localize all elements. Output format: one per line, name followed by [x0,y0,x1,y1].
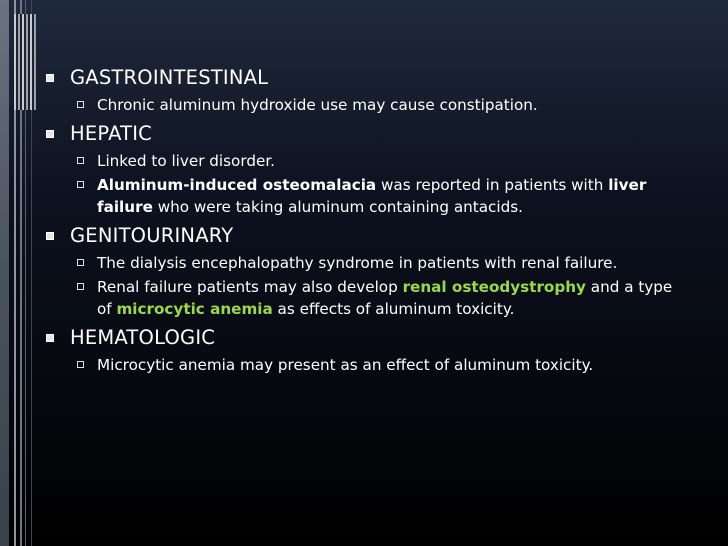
list-item-text [97,276,677,320]
list-item-text [97,94,677,116]
section-heading-row [46,120,706,148]
hollow-square-bullet-icon [77,181,84,188]
list-item [77,276,706,320]
text-run: Linked to liver disorder. [97,152,275,170]
section-heading: HEPATIC [70,122,152,145]
list-item [77,174,706,218]
hollow-square-bullet-icon [77,101,84,108]
decorative-stripe-block [14,14,36,110]
section-heading-row [46,222,706,250]
section-genitourinary [46,222,706,320]
section-heading: GASTROINTESTINAL [70,66,269,89]
text-run: Renal failure patients may also develop [97,278,403,296]
slide-content [46,64,706,380]
highlight-text-run: renal osteodystrophy [402,278,586,296]
text-run: and a type of [97,278,673,318]
list-item [77,252,706,274]
text-run: who were taking aluminum containing antacids. [152,198,523,216]
list-item [77,354,706,376]
square-bullet-icon [46,130,54,138]
highlight-text-run: microcytic anemia [116,300,273,318]
hollow-square-bullet-icon [77,157,84,164]
square-bullet-icon [46,334,54,342]
decorative-side-bar [0,0,9,546]
list-item-text [97,174,677,218]
hollow-square-bullet-icon [77,361,84,368]
section-heading-row [46,64,706,92]
list-item-text [97,354,677,376]
section-hepatic [46,120,706,218]
square-bullet-icon [46,74,54,82]
list-item-text [97,252,677,274]
text-run: Chronic aluminum hydroxide use may cause constipation. [97,96,538,114]
list-item [77,94,706,116]
section-gastrointestinal [46,64,706,116]
section-heading: HEMATOLOGIC [70,326,216,349]
hollow-square-bullet-icon [77,283,84,290]
section-heading: GENITOURINARY [70,224,234,247]
text-run: was reported in patients with [376,176,609,194]
bold-text-run: Aluminum-induced osteomalacia [97,176,377,194]
hollow-square-bullet-icon [77,259,84,266]
bold-text-run: liver failure [97,176,647,216]
section-hematologic [46,324,706,376]
list-item-text [97,150,677,172]
list-item [77,150,706,172]
square-bullet-icon [46,232,54,240]
text-run: Microcytic anemia may present as an effect of aluminum toxicity. [97,356,594,374]
text-run: as effects of aluminum toxicity. [272,300,515,318]
text-run: The dialysis encephalopathy syndrome in patients with renal failure. [97,254,618,272]
section-heading-row [46,324,706,352]
